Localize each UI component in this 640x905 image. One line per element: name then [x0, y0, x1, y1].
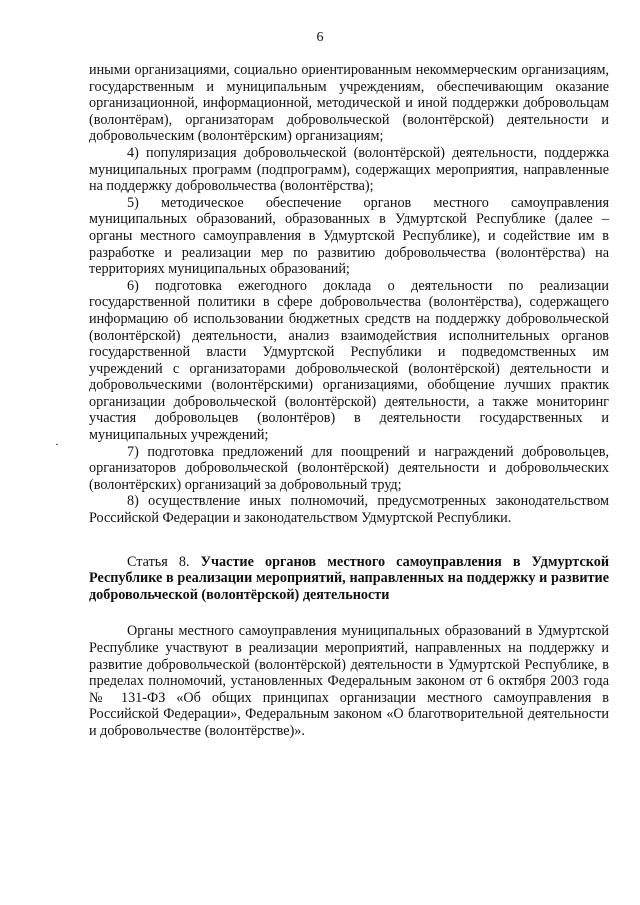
scan-mark	[56, 444, 58, 445]
article-title: Участие органов местного самоуправления в Удмуртской Республике в реализации мероприятий, направленных на поддержку и развитие добровольческой (волонтёрской) деятельности	[89, 553, 610, 603]
document-body	[89, 62, 609, 740]
article-body: Органы местного самоуправления муниципальных образований в Удмуртской Республике участвуют в реализации мероприятий, направленных на поддержку и развитие добровольческой (волонтёрской) деятельности в Удмуртской Республике, в пределах полномочий, установленных Федеральным законом от 6 октября 2003 года № 131-ФЗ «Об общих принципах организации местного самоуправления в Российской Федерации», Федеральным законом «О благотворительной деятельности и добровольчестве (волонтёрстве)».	[89, 623, 609, 739]
list-item-4: 4) популяризация добровольческой (волонтёрской) деятельности, поддержка муниципальных программ (подпрограмм), содержащих мероприятия, направленные на поддержку добровольчества (волонтёрства);	[89, 144, 609, 195]
paragraph-continuation: иными организациями, социально ориентированным некоммерческим организациям, государственным и муниципальным учреждениям, обеспечивающим оказание организационной, информационной, методической и иной поддержки добровольцам (волонтёрам), организаторам добровольческой (волонтёрской) деятельности и добровольческим (волонтёрским) организациям;	[89, 62, 609, 145]
page-number: 6	[316, 30, 324, 45]
article-heading	[89, 554, 609, 604]
list-item-5: 5) методическое обеспечение органов местного самоуправления муниципальных образований, образованных в Удмуртской Республике (далее – органы местного самоуправления в Удмуртской Республике), и содействие им в разработке и реализации мер по развитию добровольчества (волонтёрства) на территориях муниципальных образований;	[89, 194, 609, 278]
list-item-8: 8) осуществление иных полномочий, предусмотренных законодательством Российской Федерации и законодательством Удмуртской Республики.	[89, 493, 609, 527]
list-item-7: 7) подготовка предложений для поощрений и награждений добровольцев, организаторов добровольческой (волонтёрской) деятельности и добровольческих (волонтёрских) организаций за добровольный труд;	[89, 443, 609, 493]
list-item-6: 6) подготовка ежегодного доклада о деятельности по реализации государственной политики в сфере добровольчества (волонтёрства), содержащего информацию об использовании бюджетных средств на поддержку добровольческой (волонтёрской) деятельности, анализ взаимодействия исполнительных органов государственной власти Удмуртской Республики и подведомственных им учреждений с организаторами добровольческой (волонтёрской) деятельности и добровольческими (волонтёрскими) организациями, обобщение лучших практик организации добровольческой (волонтёрской) деятельности, а также мониторинг участия добровольцев (волонтёров) в деятельности государственных и муниципальных учреждений;	[89, 277, 609, 444]
article-number: Статья 8.	[127, 553, 190, 570]
